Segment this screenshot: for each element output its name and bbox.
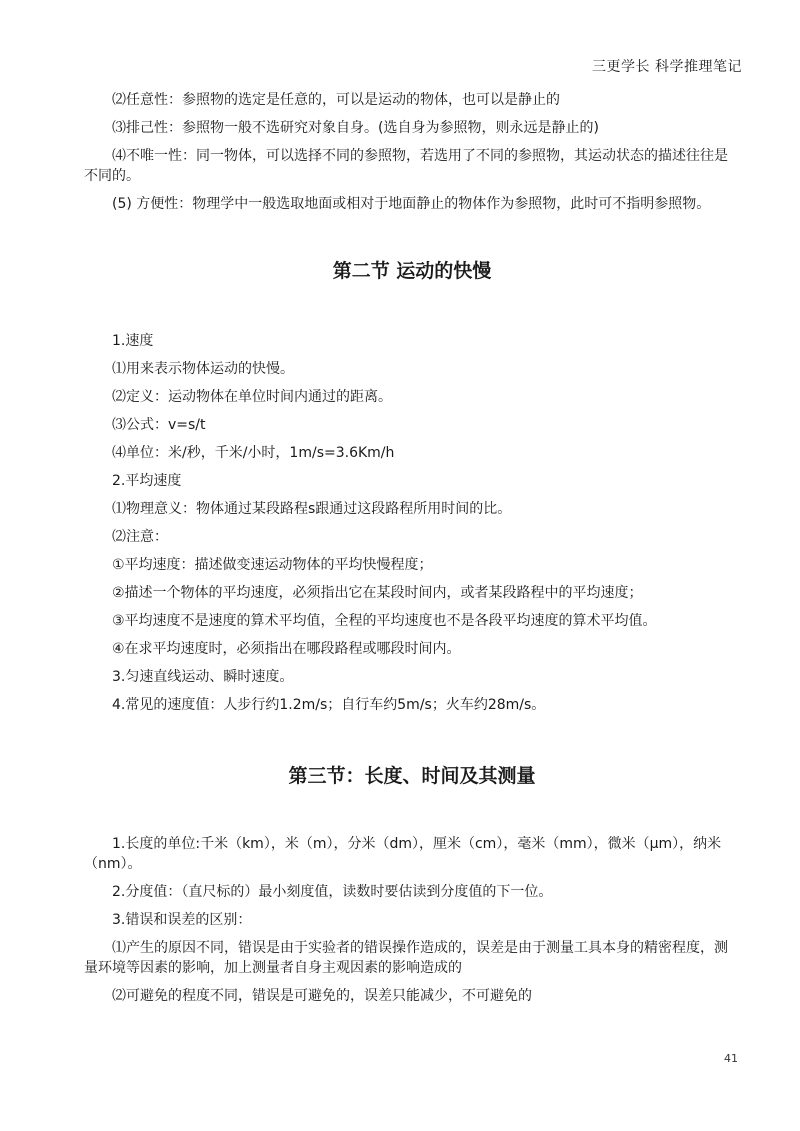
paragraph: ⑶排己性：参照物一般不选研究对象自身。(选自身为参照物，则永远是静止的) (112, 120, 599, 136)
paragraph: ⑴产生的原因不同，错误是由于实验者的错误操作造成的，误差是由于测量工具本身的精密程度，测量环境等因素的影响，加上测量者自身主观因素的影响造成的 (84, 940, 728, 976)
paragraph: ⑵任意性：参照物的选定是任意的，可以是运动的物体，也可以是静止的 (112, 92, 560, 108)
paragraph: (5) 方便性：物理学中一般选取地面或相对于地面静止的物体作为参照物，此时可不指明参照物。 (112, 196, 711, 212)
paragraph: ⑴用来表示物体运动的快慢。 (112, 361, 294, 377)
paragraph: ⑴物理意义：物体通过某段路程s跟通过这段路程所用时间的比。 (112, 501, 512, 517)
section-title-speed: 第二节 运动的快慢 (332, 260, 492, 282)
paragraph: 3.错误和误差的区别： (112, 912, 252, 928)
paragraph: ②描述一个物体的平均速度，必须指出它在某段时间内，或者某段路程中的平均速度； (112, 585, 643, 601)
section-length-time (84, 834, 740, 1006)
paragraph: ⑷单位：米/秒，千米/小时，1m/s=3.6Km/h (112, 445, 395, 461)
paragraph: ⑵定义：运动物体在单位时间内通过的距离。 (112, 389, 392, 405)
section-title-length-time: 第三节：长度、时间及其测量 (288, 765, 536, 787)
section-reference-frame (84, 90, 740, 214)
paragraph: ⑵可避免的程度不同，错误是可避免的，误差只能减少，不可避免的 (112, 988, 532, 1004)
paragraph: 2.平均速度 (112, 473, 182, 489)
paragraph: ⑵注意： (112, 529, 168, 545)
paragraph: 4.常见的速度值：人步行约1.2m/s；自行车约5m/s；火车约28m/s。 (112, 697, 546, 713)
paragraph: 1.长度的单位:千米（km），米（m），分米（dm），厘米（cm），毫米（mm），微米（μm），纳米（nm）。 (84, 836, 722, 872)
paragraph: ⑷不唯一性：同一物体，可以选择不同的参照物，若选用了不同的参照物，其运动状态的描述往往是不同的。 (84, 148, 728, 184)
paragraph: ⑶公式：v=s/t (112, 417, 206, 433)
page-number: 41 (724, 1052, 738, 1065)
paragraph: 2.分度值：（直尺标的）最小刻度值，读数时要估读到分度值的下一位。 (112, 884, 553, 900)
paragraph: ①平均速度：描述做变速运动物体的平均快慢程度； (112, 557, 433, 573)
document-body (84, 90, 740, 1014)
paragraph: ③平均速度不是速度的算术平均值，全程的平均速度也不是各段平均速度的算术平均值。 (112, 613, 657, 629)
paragraph: ④在求平均速度时，必须指出在哪段路程或哪段时间内。 (112, 641, 461, 657)
paragraph: 3.匀速直线运动、瞬时速度。 (112, 669, 294, 685)
section-speed (84, 331, 740, 715)
page-header: 三更学长 科学推理笔记 (592, 59, 742, 75)
paragraph: 1.速度 (112, 333, 154, 349)
